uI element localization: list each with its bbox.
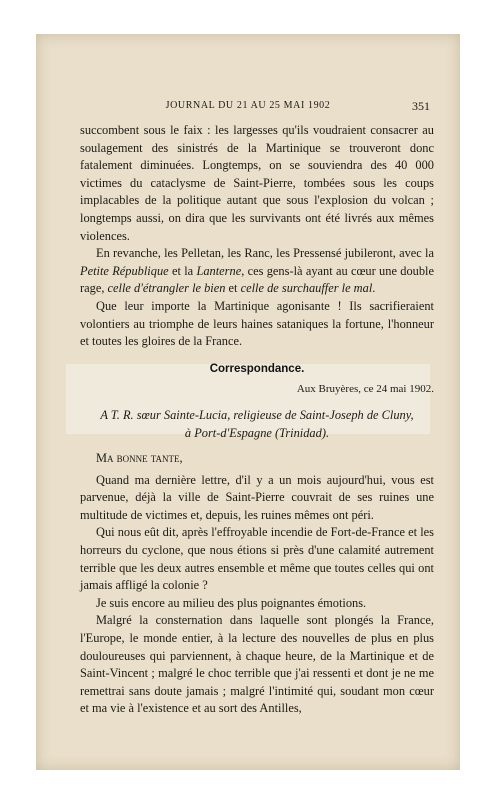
p2-text-2: et la bbox=[168, 263, 197, 278]
p2-italic-3: celle d'étrangler le bien bbox=[107, 281, 226, 296]
book-page bbox=[36, 34, 460, 770]
p2-newspaper-1: Petite République bbox=[80, 263, 169, 278]
page-body bbox=[80, 122, 434, 718]
section-heading: Correspondance. bbox=[209, 362, 305, 375]
p2-text-5: . bbox=[372, 281, 376, 296]
p2-text-4: et bbox=[225, 281, 241, 296]
paragraph-1: succombent sous le faix : les largesses qu'ils voudraient consacrer au soulagement des sinistrés de la Martinique se trouveront donc fatalement diminuées. Longtemps, on se souviendra des 40 000 victimes du cataclysme de Saint-Pierre, tombées sous les coups implacables de la politique autant que sous l'explosion du volcan ; longtemps aussi, on dira que les survivants ont été livrés aux mêmes violences. bbox=[80, 123, 434, 243]
paragraph-3: Que leur importe la Martinique agonisante ! Ils sacrifieraient volontiers au triomphe de leurs haines sataniques la fortune, l'honneur et toutes les gloires de la France. bbox=[80, 298, 434, 349]
p2-italic-4: celle de surchauffer le mal bbox=[240, 281, 373, 296]
address-line-2-place: Trinidad bbox=[279, 425, 322, 440]
paragraph-7: Malgré la consternation dans laquelle sont plongés la France, l'Europe, le monde entier, à la lecture des nouvelles de plus en plus douloureuses qui parviennent, à chaque heure, de la Martinique et de Saint-Vincent ; malgré le choc terrible que j'ai ressenti et dont je ne me remettrai sans doute jamais ; malgré l'intimité qui, soudant mon cœur et ma vie à l'existence et au sort des Antilles, bbox=[80, 613, 434, 716]
letter-dateline: Aux Bruyères, ce 24 mai 1902. bbox=[296, 383, 434, 396]
address-line-2-pre: à Port-d'Espagne ( bbox=[184, 425, 280, 440]
letter-salutation: Ma bonne tante, bbox=[96, 451, 183, 466]
page-number: 351 bbox=[412, 99, 430, 113]
address-line-1: A T. R. sœur Sainte-Lucia, religieuse de Saint-Joseph de Cluny, bbox=[100, 407, 414, 422]
page-header bbox=[36, 100, 460, 116]
p2-text-1: En revanche, les Pelletan, les Ranc, les Pressensé jubileront, avec la bbox=[96, 246, 434, 261]
running-head: JOURNAL DU 21 AU 25 MAI 1902 bbox=[165, 100, 331, 111]
letter-address bbox=[80, 407, 434, 442]
address-line-2-post: ). bbox=[321, 425, 330, 440]
address-line-2 bbox=[80, 425, 434, 443]
p2-newspaper-2: Lanterne bbox=[196, 263, 242, 278]
paragraph-2 bbox=[80, 245, 434, 298]
paragraph-5: Qui nous eût dit, après l'effroyable incendie de Fort-de-France et les horreurs du cyclone, que nous étions si près d'une calamité autrement terrible que les deux autres ensemble et même que toutes celles qui ont jamais affligé la colonie ? bbox=[80, 525, 434, 593]
paragraph-6: Je suis encore au milieu des plus poignantes émotions. bbox=[96, 595, 367, 610]
p2-text-3: , ces gens-là ayant au cœur une double rage, bbox=[80, 263, 434, 296]
paragraph-4: Quand ma dernière lettre, d'il y a un mois aujourd'hui, vous est parvenue, déjà la ville de Saint-Pierre couvrait de ses ruines une multitude de victimes et, depuis, les ruines mêmes ont péri. bbox=[80, 472, 434, 522]
